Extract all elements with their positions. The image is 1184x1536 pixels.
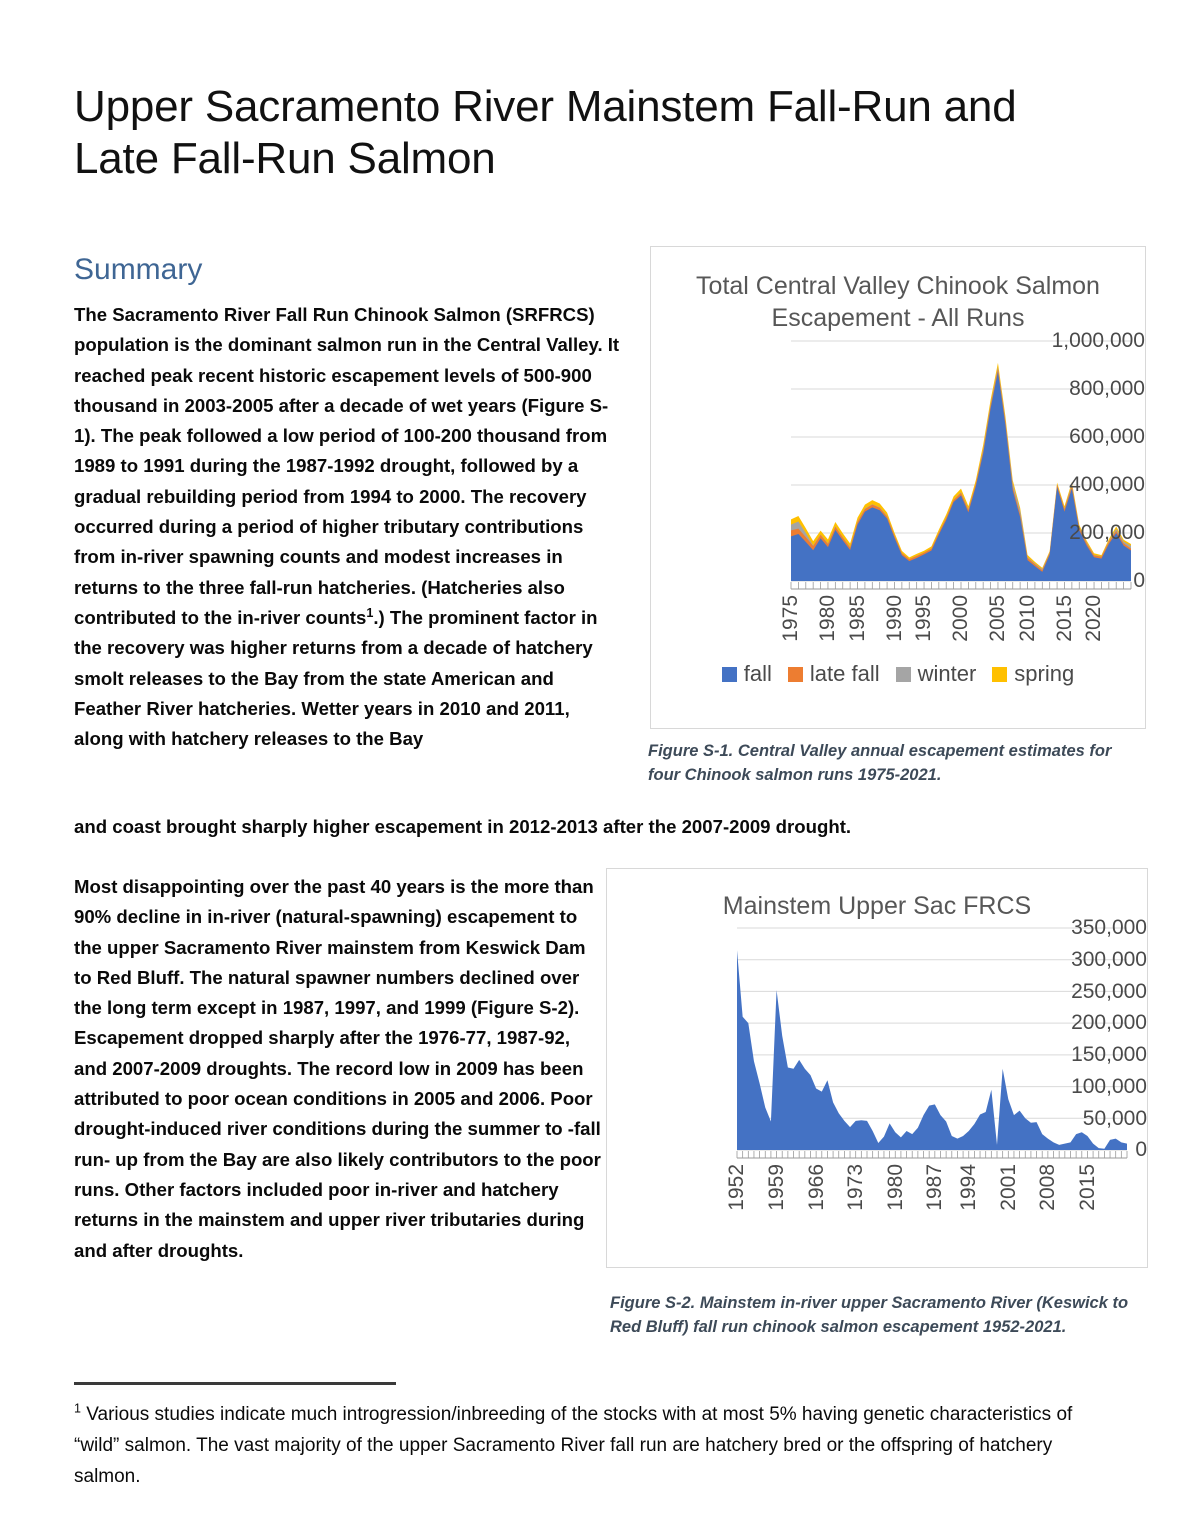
legend-label: spring — [1014, 661, 1075, 686]
y-axis-tick-label: 200,000 — [1069, 520, 1145, 544]
legend-item-late-fall[interactable] — [788, 661, 880, 687]
footnote-separator — [74, 1382, 396, 1385]
x-axis-tick-label: 1973 — [844, 1164, 868, 1211]
y-axis-tick-label: 50,000 — [1082, 1106, 1147, 1130]
legend-label: fall — [743, 661, 772, 686]
paragraph-1-part-a: The Sacramento River Fall Run Chinook Salmon (SRFRCS) population is the dominant salmon run in the Central Valley. It reached peak recent historic escapement levels of 500-900 thousand in 2003-2005 after a decade of wet years (Figure S-1). The peak followed a low period of 100-200 thousand from 1989 to 1991 during the 1987-1992 drought, followed by a gradual rebuilding period from 1994 to 2000. The recovery occurred during a period of higher tributary contributions from in-river spawning counts and modest increases in returns to the three fall-run hatcheries. (Hatcheries also contributed to the in-river counts — [74, 304, 620, 628]
summary-paragraph-1-overflow-line: and coast brought sharply higher escapement in 2012-2013 after the 2007-2009 drought. — [74, 816, 852, 837]
legend-label: winter — [917, 661, 977, 686]
paragraph-1-part-b: .) The prominent factor in the recovery was higher returns from a decade of hatchery smolt releases to the Bay from the state American and Feather River hatcheries. Wetter years in 2010 and 2011, along with hatchery releases to the Bay — [74, 606, 598, 750]
x-axis-tick-label: 1966 — [804, 1164, 828, 1211]
chart-1-legend — [651, 661, 1145, 687]
page-title: Upper Sacramento River Mainstem Fall-Run and Late Fall-Run Salmon — [74, 82, 1017, 183]
legend-item-winter[interactable] — [896, 661, 977, 687]
legend-item-fall[interactable] — [722, 661, 772, 687]
y-axis-tick-label: 100,000 — [1071, 1074, 1147, 1098]
legend-swatch-icon — [722, 667, 737, 682]
legend-swatch-icon — [992, 667, 1007, 682]
x-axis-tick-label: 1995 — [912, 594, 936, 642]
footnote-text: Various studies indicate much introgression/inbreeding of the stocks with at most 5% having genetic characteristics of “wild” salmon. The vast majority of the upper Sacramento River fall run are hatchery bred or the offspring of hatchery salmon. — [74, 1404, 1073, 1487]
chart-1-plot-area — [651, 328, 1145, 675]
y-axis-tick-label: 300,000 — [1071, 947, 1147, 971]
x-axis-tick-label: 1987 — [923, 1164, 947, 1211]
y-axis-tick-label: 350,000 — [1071, 916, 1147, 940]
footnote-1 — [74, 1400, 1114, 1492]
y-axis-tick-label: 200,000 — [1071, 1011, 1147, 1035]
footnote-reference-1: 1 — [366, 605, 374, 620]
x-axis-tick-label: 2005 — [986, 594, 1010, 642]
figure-2-chart-container — [606, 868, 1148, 1268]
figure-1-chart-container — [650, 246, 1146, 729]
chart-2-title: Mainstem Upper Sac FRCS — [722, 892, 1032, 920]
y-axis-tick-label: 800,000 — [1069, 376, 1145, 400]
x-axis-tick-label: 2020 — [1082, 594, 1106, 642]
x-axis-tick-label: 1985 — [845, 594, 869, 642]
x-axis-tick-label: 2008 — [1036, 1164, 1060, 1211]
summary-paragraph-2: Most disappointing over the past 40 years is the more than 90% decline in in-river (natural-spawning) escapement to the upper Sacramento River mainstem from Keswick Dam to Red Bluff. The natural spawner numbers declined over the long term except in 1987, 1997, and 1999 (Figure S-2). Escapement dropped sharply after the 1976-77, 1987-92, and 2007-2009 droughts. The record low in 2009 has been attributed to poor ocean conditions in 2005 and 2006. Poor drought-induced river conditions during the summer to -fall run- up from the Bay are also likely contributors to the poor runs. Other factors included poor in-river and hatchery returns in the mainstem and upper river tributaries during and after droughts. — [74, 876, 601, 1261]
y-axis-tick-label: 250,000 — [1071, 979, 1147, 1003]
legend-item-spring[interactable] — [992, 661, 1074, 687]
chart-1-title: Total Central Valley Chinook Salmon Escapement - All Runs — [696, 272, 1100, 332]
x-axis-tick-label: 1994 — [957, 1164, 981, 1211]
y-axis-tick-label: 600,000 — [1069, 424, 1145, 448]
chart-2-plot-area — [607, 916, 1147, 1244]
figure-2-caption: Figure S-2. Mainstem in-river upper Sacramento River (Keswick to Red Bluff) fall run chinook salmon escapement 1952-2021. — [610, 1294, 1129, 1336]
x-axis-tick-label: 2001 — [996, 1164, 1020, 1211]
x-axis-tick-label: 1990 — [882, 594, 906, 642]
x-axis-tick-label: 1952 — [725, 1164, 749, 1211]
x-axis-tick-label: 2015 — [1075, 1164, 1099, 1211]
section-heading-summary: Summary — [74, 252, 203, 286]
y-axis-tick-label: 1,000,000 — [1051, 328, 1145, 352]
y-axis-tick-label: 400,000 — [1069, 472, 1145, 496]
x-axis-tick-label: 1980 — [816, 594, 840, 642]
legend-swatch-icon — [788, 667, 803, 682]
y-axis-tick-label: 0 — [1133, 568, 1145, 592]
figure-1-caption: Figure S-1. Central Valley annual escapement estimates for four Chinook salmon runs 1975-2021. — [648, 742, 1112, 784]
y-axis-tick-label: 0 — [1135, 1138, 1147, 1162]
summary-paragraph-1 — [74, 300, 624, 754]
x-axis-tick-label: 1975 — [779, 594, 803, 642]
x-axis-tick-label: 2015 — [1052, 594, 1076, 642]
x-axis-tick-label: 1980 — [883, 1164, 907, 1211]
x-axis-tick-label: 2000 — [949, 594, 973, 642]
footnote-marker: 1 — [74, 1401, 81, 1416]
figure1-svg — [651, 335, 1145, 593]
y-axis-tick-label: 150,000 — [1071, 1043, 1147, 1067]
x-axis-tick-label: 1959 — [765, 1164, 788, 1211]
x-axis-tick-label: 2010 — [1015, 594, 1039, 642]
legend-label: late fall — [809, 661, 880, 686]
legend-swatch-icon — [896, 667, 911, 682]
